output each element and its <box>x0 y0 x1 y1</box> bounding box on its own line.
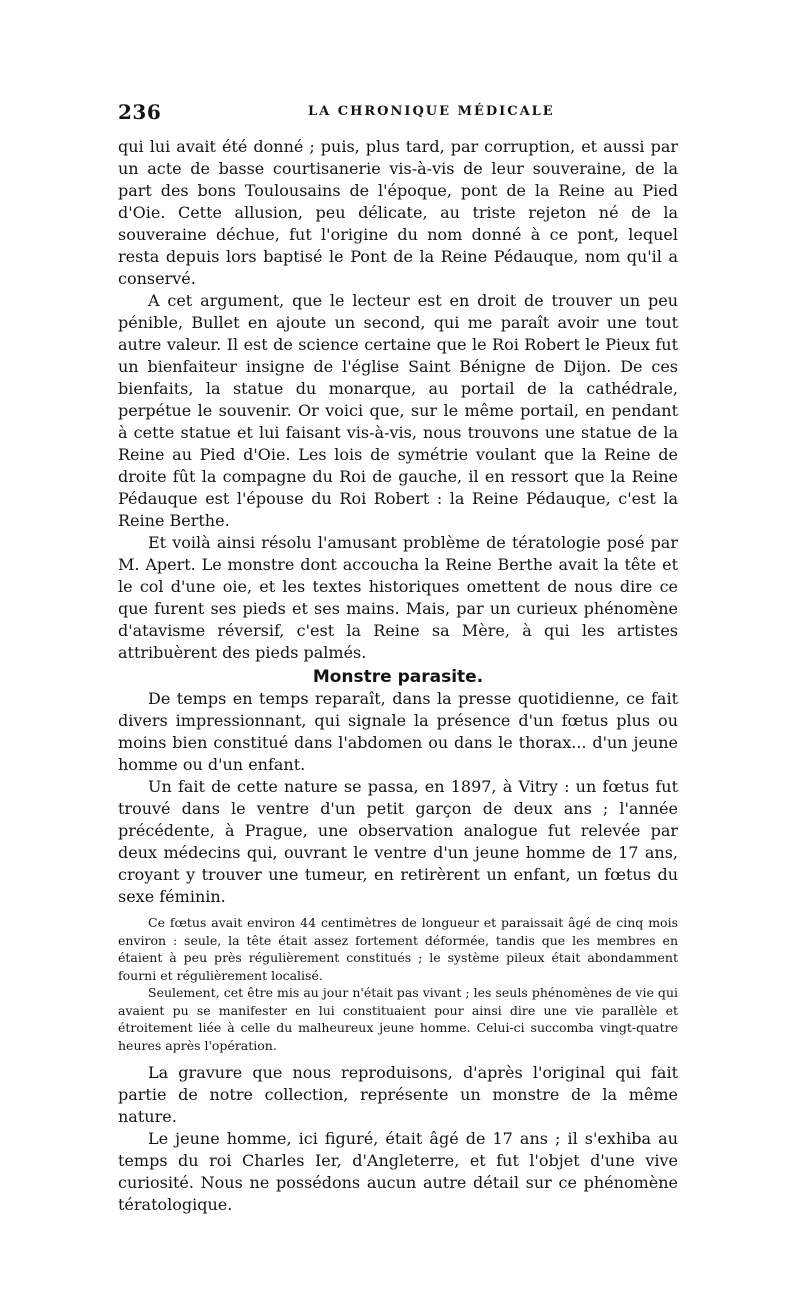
section-heading: Monstre parasite. <box>312 667 484 687</box>
paragraph: A cet argument, que le lecteur est en droit de trouver un peu pénible, Bullet en ajoute un second, qui me paraît avoir une tout autre valeur. Il est de science certaine que le Roi Robert le Pieux fut un bienfaiteur insigne de l'église Saint Bénigne de Dijon. De ces bienfaits, la statue du monarque, au portail de la cathédrale, perpétue le souvenir. Or voici que, sur le même portail, en pendant à cette statue et lui faisant vis-à-vis, nous trouvons une statue de la Reine au Pied d'Oie. Les lois de symétrie voulant que la Reine de droite fût la compagne du Roi de gauche, il en ressort que la Reine Pédauque est l'épouse du Roi Robert : la Reine Pédauque, c'est la Reine Berthe. <box>118 291 678 530</box>
small-paragraph: Seulement, cet être mis au jour n'était pas vivant ; les seuls phénomènes de vie qui avaient pu se manifester en lui constituaient pour ainsi dire une vie parallèle et étroitement liée à celle du malheureux jeune homme. Celui-ci succomba vingt-quatre heures après l'opération. <box>118 985 678 1053</box>
page-header <box>118 100 678 130</box>
running-title: LA CHRONIQUE MÉDICALE <box>308 104 555 119</box>
paragraph: Un fait de cette nature se passa, en 1897, à Vitry : un fœtus fut trouvé dans le ventre d'un petit garçon de deux ans ; l'année précédente, à Prague, une observation analogue fut relevée par deux médecins qui, ouvrant le ventre d'un jeune homme de 17 ans, croyant y trouver une tumeur, en retirèrent un enfant, un fœtus du sexe féminin. <box>118 777 678 906</box>
page-number: 236 <box>118 100 162 124</box>
page-body <box>118 136 678 1216</box>
paragraph: qui lui avait été donné ; puis, plus tard, par corruption, et aussi par un acte de basse courtisanerie vis-à-vis de leur souveraine, de la part des bons Toulousains de l'époque, pont de la Reine au Pied d'Oie. Cette allusion, peu délicate, au triste rejeton né de la souveraine déchue, fut l'origine du nom donné à ce pont, lequel resta depuis lors baptisé le Pont de la Reine Pédauque, nom qu'il a conservé. <box>118 137 678 288</box>
small-paragraph: Ce fœtus avait environ 44 centimètres de longueur et paraissait âgé de cinq mois environ : seule, la tête était assez fortement déformée, tandis que les membres en étaient à peu près régulièrement constitués ; le système pileux était abondamment fourni et régulièrement localisé. <box>118 915 678 983</box>
paragraph: La gravure que nous reproduisons, d'après l'original qui fait partie de notre collection, représente un monstre de la même nature. <box>118 1063 678 1126</box>
paragraph: Et voilà ainsi résolu l'amusant problème de tératologie posé par M. Apert. Le monstre dont accoucha la Reine Berthe avait la tête et le col d'une oie, et les textes historiques omettent de nous dire ce que furent ses pieds et ses mains. Mais, par un curieux phénomène d'atavisme réversif, c'est la Reine sa Mère, à qui les artistes attribuèrent des pieds palmés. <box>118 533 678 662</box>
paragraph: De temps en temps reparaît, dans la presse quotidienne, ce fait divers impressionnant, qui signale la présence d'un fœtus plus ou moins bien constitué dans l'abdomen ou dans le thorax... d'un jeune homme ou d'un enfant. <box>118 689 678 774</box>
paragraph: Le jeune homme, ici figuré, était âgé de 17 ans ; il s'exhiba au temps du roi Charles Ier, d'Angleterre, et fut l'objet d'une vive curiosité. Nous ne possédons aucun autre détail sur ce phénomène tératologique. <box>118 1129 678 1214</box>
quoted-block <box>118 914 678 1054</box>
